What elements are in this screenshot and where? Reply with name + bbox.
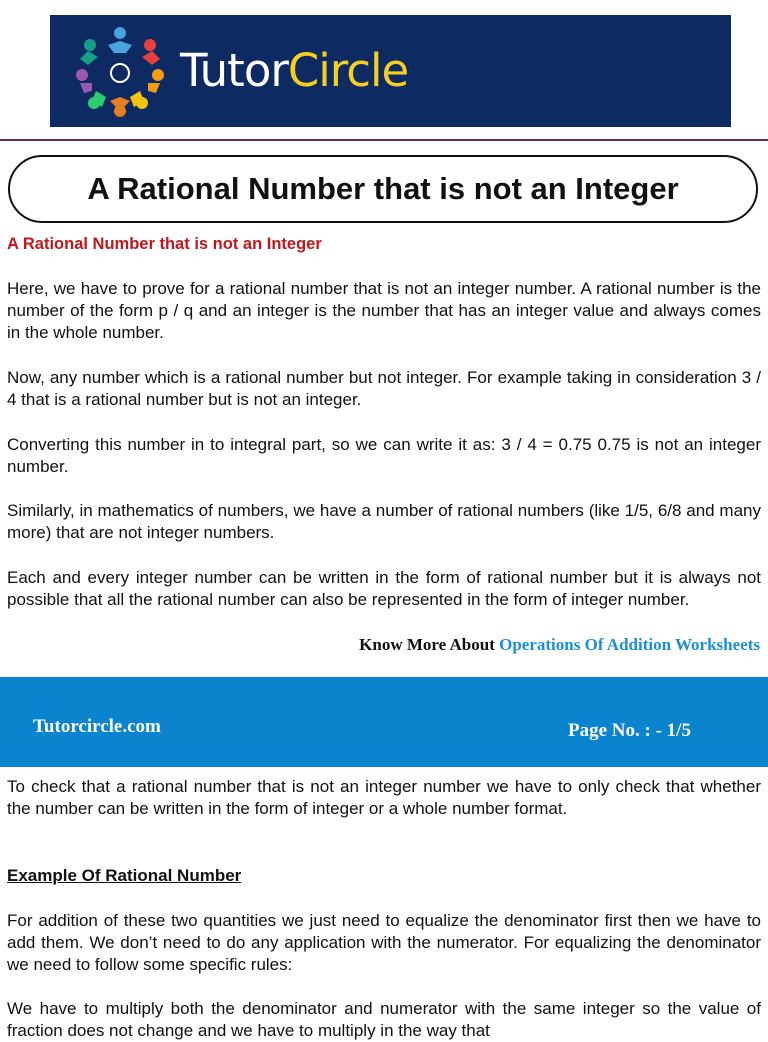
page-title: A Rational Number that is not an Integer — [87, 171, 679, 206]
know-more-line — [359, 635, 760, 655]
footer-page-number: Page No. : - 1/5 — [568, 720, 691, 741]
tutorcircle-logo-icon — [70, 21, 170, 121]
paragraph-8: We have to multiply both the denominator and numerator with the same integer so the value of fraction does not change and we have to multiply in the way that — [7, 999, 761, 1041]
paragraph-7: For addition of these two quantities we just need to equalize the denominator first then we have to add them. We don’t need to do any application with the numerator. For equalizing the denominator we need to follow some specific rules: — [7, 911, 761, 975]
paragraph-3: Converting this number in to integral part, so we can write it as: 3 / 4 = 0.75 0.75 is not an integer number. — [7, 435, 761, 477]
header-divider — [0, 139, 768, 141]
people-circle-icon — [76, 27, 164, 117]
page-footer-bar — [0, 677, 768, 767]
know-more-link[interactable]: Operations Of Addition Worksheets — [499, 635, 760, 654]
footer-site-name: Tutorcircle.com — [33, 716, 161, 737]
paragraph-4: Similarly, in mathematics of numbers, we have a number of rational numbers (like 1/5, 6/8 and many more) that are not integer numbers. — [7, 501, 761, 543]
logo-wordmark — [180, 46, 408, 96]
section-heading-example: Example Of Rational Number — [7, 866, 242, 885]
title-box — [8, 155, 758, 223]
paragraph-6: To check that a rational number that is not an integer number we have to only check that whether the number can be written in the form of integer or a whole number format. — [7, 777, 761, 819]
paragraph-5: Each and every integer number can be written in the form of rational number but it is always not possible that all the rational number can also be represented in the form of integer number. — [7, 568, 761, 610]
paragraph-2: Now, any number which is a rational number but not integer. For example taking in consideration 3 / 4 that is a rational number but is not an integer. — [7, 368, 761, 410]
logo-word-tutor: Tutor — [180, 44, 288, 97]
paragraph-1: Here, we have to prove for a rational number that is not an integer number. A rational number is the number of the form p / q and an integer is the number that has an integer value and always comes in the whole number. — [7, 279, 761, 343]
logo-word-circle: Circle — [287, 44, 409, 97]
know-more-lead: Know More About — [359, 635, 500, 654]
section-subtitle: A Rational Number that is not an Integer — [7, 235, 322, 253]
logo-banner — [50, 15, 731, 127]
